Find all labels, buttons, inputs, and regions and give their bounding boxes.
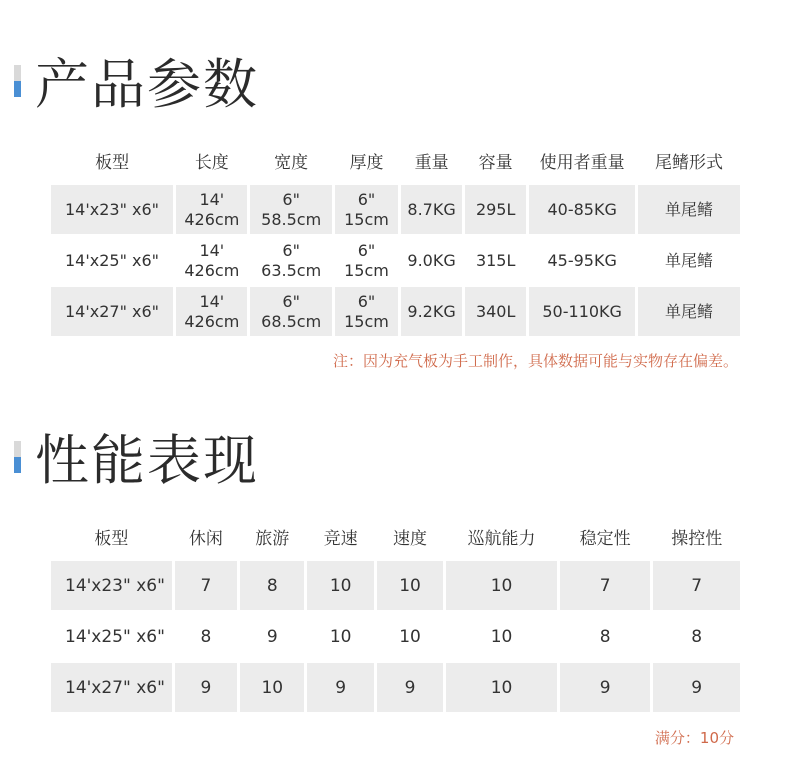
stability-score: 9: [560, 663, 651, 712]
handling-score: 8: [653, 612, 740, 661]
handling-score: 7: [653, 561, 740, 610]
speed-score: 10: [377, 561, 443, 610]
performance-heading: [14, 418, 259, 495]
table-row: [51, 185, 740, 234]
length-cell: 14' 426cm: [176, 236, 247, 285]
length-cell: 14' 426cm: [176, 287, 247, 336]
weight-cell: 8.7KG: [401, 185, 462, 234]
performance-header-cell: 竞速: [323, 528, 358, 549]
racing-score: 10: [307, 612, 373, 661]
performance-header-cell: 旅游: [255, 528, 290, 549]
touring-score: 9: [240, 612, 304, 661]
fin-cell: 单尾鳍: [638, 287, 740, 336]
fin-cell: 单尾鳍: [638, 185, 740, 234]
stability-score: 7: [560, 561, 651, 610]
capacity-cell: 315L: [465, 236, 526, 285]
params-header-cell: 尾鳍形式: [655, 152, 724, 173]
performance-header-row: [51, 513, 740, 559]
params-header-cell: 使用者重量: [539, 152, 625, 173]
heading-accent-bar: [14, 441, 21, 473]
leisure-score: 7: [175, 561, 237, 610]
handling-score: 9: [653, 663, 740, 712]
params-header-cell: 板型: [95, 152, 130, 173]
heading-accent-bar: [14, 65, 21, 97]
rider-weight-cell: 50-110KG: [529, 287, 635, 336]
fin-cell: 单尾鳍: [638, 236, 740, 285]
racing-score: 10: [307, 561, 373, 610]
performance-header-cell: 操控性: [671, 528, 723, 549]
model-cell: 14'x27" x6": [51, 663, 172, 712]
table-row: [51, 287, 740, 336]
performance-title: 性能表现: [35, 429, 259, 492]
rider-weight-cell: 40-85KG: [529, 185, 635, 234]
params-header-cell: 容量: [478, 152, 513, 173]
thickness-cell: 6" 15cm: [335, 287, 398, 336]
performance-header-cell: 巡航能力: [467, 528, 536, 549]
capacity-cell: 295L: [465, 185, 526, 234]
params-header-cell: 厚度: [349, 152, 384, 173]
speed-score: 10: [377, 612, 443, 661]
params-header-cell: 长度: [194, 152, 229, 173]
weight-cell: 9.0KG: [401, 236, 462, 285]
rider-weight-cell: 45-95KG: [529, 236, 635, 285]
params-header-cell: 宽度: [274, 152, 309, 173]
width-cell: 6" 63.5cm: [250, 236, 331, 285]
capacity-cell: 340L: [465, 287, 526, 336]
touring-score: 8: [240, 561, 304, 610]
thickness-cell: 6" 15cm: [335, 185, 398, 234]
width-cell: 6" 58.5cm: [250, 185, 331, 234]
model-cell: 14'x25" x6": [51, 612, 172, 661]
model-cell: 14'x25" x6": [51, 236, 173, 285]
model-cell: 14'x27" x6": [51, 287, 173, 336]
params-table: [48, 135, 743, 338]
cruising-score: 10: [446, 612, 557, 661]
performance-header-cell: 板型: [94, 528, 129, 549]
thickness-cell: 6" 15cm: [335, 236, 398, 285]
table-row: [51, 236, 740, 285]
table-row: [51, 663, 740, 712]
racing-score: 9: [307, 663, 373, 712]
length-cell: 14' 426cm: [176, 185, 247, 234]
leisure-score: 8: [175, 612, 237, 661]
max-score-note: 满分：10分: [654, 729, 734, 747]
touring-score: 10: [240, 663, 304, 712]
model-cell: 14'x23" x6": [51, 185, 173, 234]
params-header-cell: 重量: [414, 152, 449, 173]
speed-score: 9: [377, 663, 443, 712]
cruising-score: 10: [446, 561, 557, 610]
model-cell: 14'x23" x6": [51, 561, 172, 610]
params-header-row: [51, 137, 740, 183]
table-row: [51, 612, 740, 661]
leisure-score: 9: [175, 663, 237, 712]
table-row: [51, 561, 740, 610]
params-title: 产品参数: [35, 53, 259, 116]
performance-header-cell: 休闲: [188, 528, 223, 549]
performance-header-cell: 稳定性: [579, 528, 631, 549]
cruising-score: 10: [446, 663, 557, 712]
stability-score: 8: [560, 612, 651, 661]
params-heading: [14, 42, 259, 119]
performance-header-cell: 速度: [393, 528, 428, 549]
width-cell: 6" 68.5cm: [250, 287, 331, 336]
params-disclaimer-note: 注：因为充气板为手工制作，具体数据可能与实物存在偏差。: [332, 352, 738, 370]
performance-table: [48, 511, 743, 714]
weight-cell: 9.2KG: [401, 287, 462, 336]
